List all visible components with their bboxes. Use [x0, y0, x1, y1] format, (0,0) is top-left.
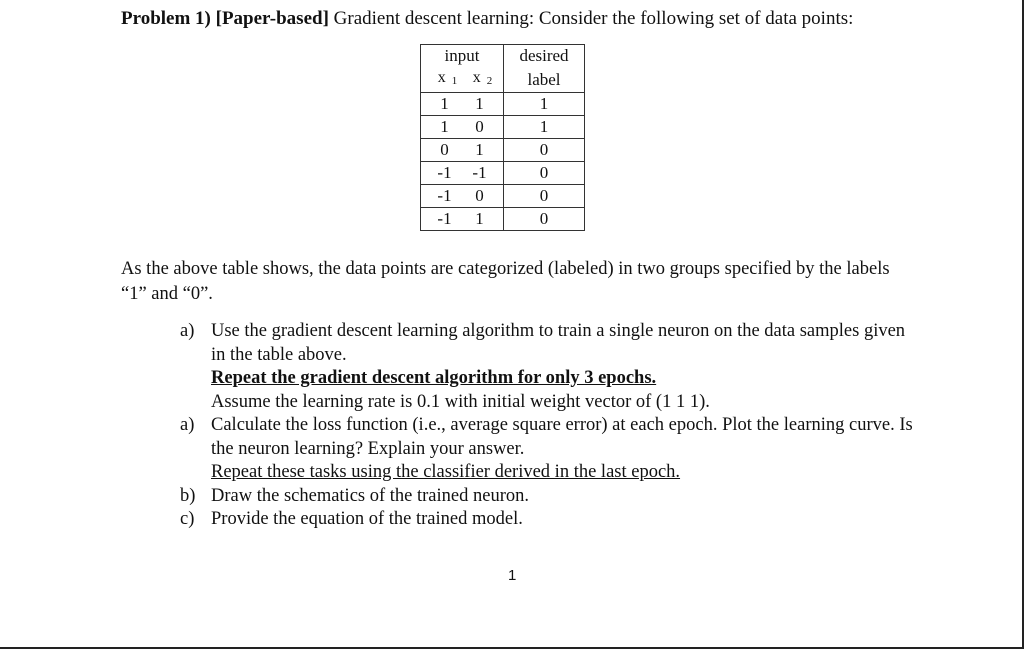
list-item [180, 320, 920, 414]
cell-label: 0 [504, 185, 585, 208]
item-marker: c) [180, 509, 195, 529]
cell-x2: 1 [475, 209, 484, 228]
cell-x1: 1 [440, 94, 449, 113]
table-row [421, 93, 585, 116]
cell-x1: 1 [440, 117, 449, 136]
header-x2: x $_2$ [472, 69, 493, 87]
item-underlined: Repeat these tasks using the classifier derived in the last epoch. [211, 462, 681, 482]
table-row [421, 139, 585, 162]
header-input: input [421, 45, 504, 68]
cell-label: 0 [504, 162, 585, 185]
item-emphasis: Repeat the gradient descent algorithm for only 3 epochs. [211, 368, 657, 388]
cell-x1: 0 [440, 140, 449, 159]
cell-label: 0 [504, 208, 585, 231]
problem-heading [121, 8, 853, 30]
cell-x2: -1 [472, 163, 487, 182]
table-row [421, 116, 585, 139]
cell-label: 0 [504, 139, 585, 162]
item-text: Assume the learning rate is 0.1 with initial weight vector of (1 1 1). [211, 391, 710, 412]
cell-x2: 1 [475, 140, 484, 159]
table-row [421, 162, 585, 185]
item-text: Use the gradient descent learning algorithm to train a single neuron on the data samples given in the table above. [211, 321, 906, 365]
cell-x2: 1 [475, 94, 484, 113]
cell-label: 1 [504, 116, 585, 139]
intro-paragraph: As the above table shows, the data points are categorized (labeled) in two groups specified by the labels “1” and “0”. [121, 259, 890, 304]
list-item [180, 485, 920, 509]
task-list [180, 320, 920, 532]
problem-title-bold: Problem 1) [Paper-based] [121, 8, 329, 29]
header-desired: desired [504, 45, 585, 68]
list-item [180, 414, 920, 485]
cell-x2: 0 [475, 186, 484, 205]
table-row [421, 208, 585, 231]
item-marker: b) [180, 485, 196, 506]
header-input-sub [421, 67, 504, 93]
header-label: label [504, 67, 585, 93]
cell-x1: -1 [437, 209, 452, 228]
item-marker: a) [180, 415, 195, 435]
item-marker: a) [180, 321, 195, 341]
data-points-table [420, 44, 585, 231]
item-text: Calculate the loss function (i.e., average square error) at each epoch. Plot the learning curve. Is the neuron learning? Explain your answer. [211, 415, 913, 459]
table-row [421, 185, 585, 208]
list-item [180, 508, 920, 532]
page-number: 1 [508, 567, 517, 584]
cell-x2: 0 [475, 117, 484, 136]
cell-x1: -1 [437, 163, 452, 182]
item-text: Draw the schematics of the trained neuron. [211, 485, 529, 506]
problem-title-text: Gradient descent learning: Consider the following set of data points: [328, 8, 854, 29]
item-text: Provide the equation of the trained model. [211, 509, 523, 529]
header-x1: x $_1$ [437, 69, 458, 87]
cell-x1: -1 [437, 186, 452, 205]
cell-label: 1 [504, 93, 585, 116]
